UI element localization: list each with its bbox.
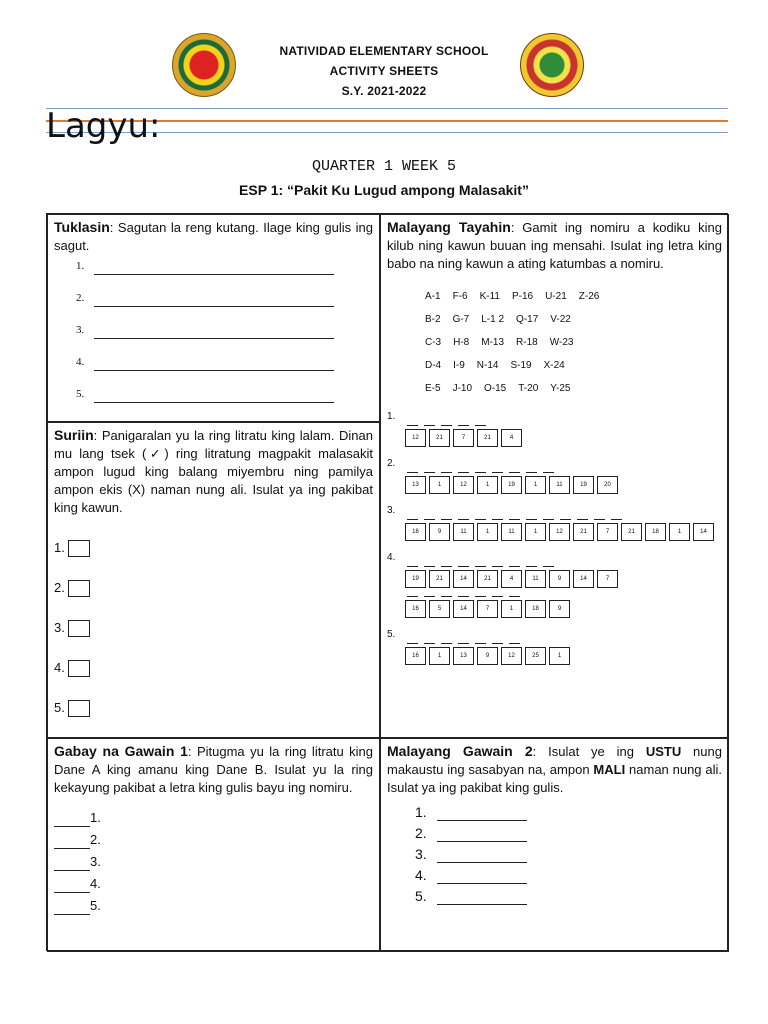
check-item — [54, 539, 373, 557]
match-blank[interactable] — [54, 814, 90, 827]
check-item — [54, 699, 373, 717]
number-box: 12 — [549, 523, 570, 541]
decode-problem — [387, 502, 722, 541]
letter-blank[interactable] — [475, 635, 486, 644]
code-entry: W-23 — [549, 337, 574, 348]
letter-blank[interactable] — [492, 511, 503, 520]
number-box: 19 — [501, 476, 522, 494]
letter-blank[interactable] — [509, 635, 520, 644]
letter-blank[interactable] — [509, 511, 520, 520]
truefalse-blank[interactable] — [437, 892, 527, 905]
suriin-text: : Panigaralan yu la ring litratu king lalam. Dinan mu lang tsek (✓) ring litratung magpakit malasakit ampon lugud king balang miyembru ning pamilya ampon ekis (X) naman nung ali. Isulat ya ing pakibat king kawun. — [54, 428, 373, 515]
truefalse-number: 3. — [415, 846, 427, 862]
gabay-text: : Pitugma yu la ring litratu king Dane A king amanu king Dane B. Isulat yu la ring kekayung pakibat a letra king gulis bayu ing nomiru. — [54, 744, 374, 795]
letter-blank[interactable] — [458, 511, 469, 520]
number-box: 18 — [645, 523, 666, 541]
letter-blank[interactable] — [475, 511, 486, 520]
letter-blank[interactable] — [407, 558, 418, 567]
number-box: 1 — [477, 476, 498, 494]
letter-blank[interactable] — [424, 511, 435, 520]
truefalse-item — [415, 887, 722, 905]
letter-blank[interactable] — [441, 635, 452, 644]
answer-number: 5. — [76, 388, 85, 400]
match-blank[interactable] — [54, 902, 90, 915]
letter-blank[interactable] — [475, 417, 486, 426]
letter-blank[interactable] — [492, 635, 503, 644]
code-entry: C-3 — [425, 337, 442, 348]
letter-blank[interactable] — [424, 588, 435, 597]
check-box[interactable] — [68, 660, 90, 677]
check-box[interactable] — [68, 580, 90, 597]
number-box: 25 — [525, 647, 546, 665]
gawain2-title: Malayang Gawain 2 — [387, 743, 533, 759]
letter-blank[interactable] — [475, 464, 486, 473]
letter-blank[interactable] — [509, 588, 520, 597]
number-box: 1 — [477, 523, 498, 541]
number-box: 7 — [477, 600, 498, 618]
code-row — [425, 331, 722, 354]
code-entry: A-1 — [425, 291, 441, 302]
blank-row — [387, 502, 722, 520]
gawain2-text: nung makaustu ing sasabyan na, ampon — [387, 744, 722, 777]
truefalse-number: 4. — [415, 867, 427, 883]
code-entry: V-22 — [550, 314, 571, 325]
code-entry: O-15 — [484, 383, 507, 394]
letter-blank[interactable] — [441, 588, 452, 597]
code-entry: X-24 — [543, 360, 565, 371]
suriin-section — [47, 422, 380, 738]
code-entry: P-16 — [511, 291, 534, 302]
letter-blanks — [407, 417, 492, 426]
number-box: 1 — [429, 647, 450, 665]
letter-blank[interactable] — [407, 464, 418, 473]
letter-blank[interactable] — [407, 417, 418, 426]
number-boxes — [405, 429, 722, 447]
number-box: 21 — [477, 570, 498, 588]
check-box[interactable] — [68, 620, 90, 637]
number-box: 12 — [501, 647, 522, 665]
answer-number: 3. — [76, 324, 85, 336]
number-box: 16 — [405, 600, 426, 618]
number-box: 14 — [453, 570, 474, 588]
letter-blank[interactable] — [526, 511, 537, 520]
letter-blank[interactable] — [577, 511, 588, 520]
letter-blank[interactable] — [407, 511, 418, 520]
number-box: 14 — [573, 570, 594, 588]
blank-row — [387, 549, 722, 567]
number-box: 21 — [429, 429, 450, 447]
letter-blank[interactable] — [475, 558, 486, 567]
number-box: 5 — [429, 600, 450, 618]
truefalse-item — [415, 824, 722, 842]
match-item — [54, 897, 373, 915]
answer-number: 1. — [76, 260, 85, 272]
code-row — [425, 308, 722, 331]
gawain2-text: : Isulat ye ing — [532, 744, 646, 759]
answer-blank[interactable] — [94, 296, 334, 307]
code-entry: B-2 — [425, 314, 441, 325]
letter-blank[interactable] — [509, 558, 520, 567]
gabay-title: Gabay na Gawain 1 — [54, 743, 188, 759]
letter-blank[interactable] — [441, 464, 452, 473]
match-number: 3. — [90, 854, 101, 869]
code-entry: Z-26 — [578, 291, 600, 302]
problem-number: 2. — [387, 458, 396, 469]
number-boxes — [405, 523, 722, 541]
answer-line — [76, 385, 373, 403]
number-box: 1 — [429, 476, 450, 494]
number-box: 16 — [405, 647, 426, 665]
number-box: 4 — [501, 570, 522, 588]
match-number: 2. — [90, 832, 101, 847]
letter-blank[interactable] — [543, 464, 554, 473]
letter-blank[interactable] — [407, 588, 418, 597]
truefalse-item — [415, 866, 722, 884]
number-boxes — [405, 647, 722, 665]
match-blank[interactable] — [54, 880, 90, 893]
number-box: 21 — [573, 523, 594, 541]
blank-row — [387, 455, 722, 473]
number-boxes — [405, 600, 722, 618]
letter-blanks — [407, 464, 560, 473]
number-box: 16 — [405, 523, 426, 541]
mali-label: MALI — [593, 762, 626, 777]
letter-blanks — [407, 635, 526, 644]
match-blank[interactable] — [54, 836, 90, 849]
letter-blank[interactable] — [424, 417, 435, 426]
number-box: 11 — [453, 523, 474, 541]
truefalse-item — [415, 803, 722, 821]
check-item — [54, 579, 373, 597]
letter-blank[interactable] — [594, 511, 605, 520]
blank-row — [387, 626, 722, 644]
number-box: 4 — [501, 429, 522, 447]
number-box: 21 — [429, 570, 450, 588]
letter-blank[interactable] — [458, 464, 469, 473]
truefalse-item — [415, 845, 722, 863]
sheet-subtitle: ACTIVITY SHEETS — [329, 64, 439, 78]
problem-number: 1. — [387, 411, 396, 422]
number-box: 9 — [477, 647, 498, 665]
tayahin-text: : Gamit ing nomiru a kodiku king kilub ning kawun buuan ing mensahi. Isulat ing letra king babo na ning kawun a ating katumbas a nomiru. — [387, 220, 722, 271]
decode-problem — [387, 549, 722, 618]
letter-blank[interactable] — [458, 635, 469, 644]
letter-blank[interactable] — [458, 417, 469, 426]
number-box: 18 — [525, 600, 546, 618]
code-entry: Y-25 — [550, 383, 571, 394]
letter-blank[interactable] — [441, 511, 452, 520]
letter-blank[interactable] — [441, 417, 452, 426]
problem-number: 4. — [387, 552, 396, 563]
number-box: 13 — [453, 647, 474, 665]
quarter-title: QUARTER 1 WEEK 5 — [311, 158, 457, 175]
decode-problem — [387, 455, 722, 494]
school-year: S.Y. 2021-2022 — [341, 84, 427, 98]
letter-blank[interactable] — [492, 464, 503, 473]
problem-number: 5. — [387, 629, 396, 640]
answer-number: 4. — [76, 356, 85, 368]
answer-line — [76, 353, 373, 371]
letter-blank[interactable] — [475, 588, 486, 597]
letter-blank[interactable] — [424, 635, 435, 644]
answer-blank[interactable] — [94, 264, 334, 275]
tayahin-section — [380, 214, 729, 738]
letter-blank[interactable] — [492, 558, 503, 567]
letter-blank[interactable] — [441, 558, 452, 567]
code-entry: R-18 — [516, 337, 538, 348]
number-box: 7 — [453, 429, 474, 447]
code-entry: L-1 2 — [481, 314, 505, 325]
match-number: 1. — [90, 810, 101, 825]
letter-blank[interactable] — [458, 558, 469, 567]
letter-blank[interactable] — [424, 558, 435, 567]
letter-blank[interactable] — [458, 588, 469, 597]
check-item — [54, 619, 373, 637]
code-entry: N-14 — [476, 360, 499, 371]
problem-number: 3. — [387, 505, 396, 516]
answer-blank[interactable] — [94, 328, 334, 339]
gawain2-section — [380, 738, 729, 952]
letter-blank[interactable] — [407, 635, 418, 644]
number-box: 19 — [405, 570, 426, 588]
truefalse-blank[interactable] — [437, 871, 527, 884]
number-box: 14 — [453, 600, 474, 618]
number-box: 11 — [549, 476, 570, 494]
code-row — [425, 285, 722, 308]
truefalse-number: 1. — [415, 804, 427, 820]
check-box[interactable] — [68, 540, 90, 557]
check-number: 3. — [54, 620, 65, 635]
answer-blank[interactable] — [94, 392, 334, 403]
letter-blank[interactable] — [424, 464, 435, 473]
name-label: Lagyu: — [46, 106, 161, 146]
match-item — [54, 809, 373, 827]
number-box: 7 — [597, 523, 618, 541]
match-number: 5. — [90, 898, 101, 913]
number-box: 12 — [405, 429, 426, 447]
number-boxes — [405, 570, 722, 588]
decode-problem — [387, 408, 722, 447]
number-box: 20 — [597, 476, 618, 494]
code-entry: G-7 — [452, 314, 470, 325]
check-number: 4. — [54, 660, 65, 675]
code-entry: S-19 — [510, 360, 532, 371]
number-boxes — [405, 476, 722, 494]
lesson-title: ESP 1: “Pakit Ku Lugud ampong Malasakit” — [239, 182, 529, 198]
truefalse-number: 2. — [415, 825, 427, 841]
code-entry: F-6 — [452, 291, 468, 302]
number-box: 21 — [621, 523, 642, 541]
answer-line — [76, 289, 373, 307]
number-box: 1 — [669, 523, 690, 541]
ustu-label: USTU — [645, 744, 682, 759]
code-entry: E-5 — [425, 383, 441, 394]
code-row — [425, 354, 722, 377]
gawain2-text: naman nung ali. Isulat ya ing pakibat king gulis. — [387, 762, 723, 795]
code-entry: Q-17 — [516, 314, 539, 325]
number-box: 21 — [477, 429, 498, 447]
truefalse-blank[interactable] — [437, 829, 527, 842]
answer-blank[interactable] — [94, 360, 334, 371]
letter-blank[interactable] — [543, 558, 554, 567]
match-item — [54, 831, 373, 849]
number-box: 9 — [549, 570, 570, 588]
tuklasin-text: : Sagutan la reng kutang. Ilage king gulis ing sagut. — [54, 220, 373, 253]
truefalse-number: 5. — [415, 888, 427, 904]
number-box: 9 — [549, 600, 570, 618]
code-entry: J-10 — [452, 383, 473, 394]
letter-blanks — [407, 588, 526, 597]
letter-blanks — [407, 558, 560, 567]
code-entry: T-20 — [518, 383, 539, 394]
code-entry: D-4 — [425, 360, 442, 371]
answer-line — [76, 257, 373, 275]
suriin-title: Suriin — [54, 427, 94, 443]
number-box: 14 — [693, 523, 714, 541]
match-blank[interactable] — [54, 858, 90, 871]
number-box: 12 — [453, 476, 474, 494]
letter-blank[interactable] — [509, 464, 520, 473]
blank-row — [387, 588, 722, 597]
match-number: 4. — [90, 876, 101, 891]
check-item — [54, 659, 373, 677]
check-number: 5. — [54, 700, 65, 715]
check-box[interactable] — [68, 700, 90, 717]
letter-blanks — [407, 511, 628, 520]
code-entry: M-13 — [481, 337, 505, 348]
truefalse-blank[interactable] — [437, 808, 527, 821]
truefalse-blank[interactable] — [437, 850, 527, 863]
check-number: 2. — [54, 580, 65, 595]
check-number: 1. — [54, 540, 65, 555]
school-name: NATIVIDAD ELEMENTARY SCHOOL — [279, 44, 489, 58]
code-entry: H-8 — [453, 337, 470, 348]
number-box: 1 — [525, 476, 546, 494]
tuklasin-title: Tuklasin — [54, 219, 110, 235]
letter-blank[interactable] — [492, 588, 503, 597]
activity-grid — [46, 213, 728, 951]
number-box: 19 — [573, 476, 594, 494]
match-item — [54, 853, 373, 871]
letter-blank[interactable] — [526, 558, 537, 567]
code-row — [425, 377, 722, 400]
decode-problem — [387, 626, 722, 665]
match-item — [54, 875, 373, 893]
letter-blank[interactable] — [526, 464, 537, 473]
code-entry: I-9 — [453, 360, 465, 371]
number-box: 9 — [429, 523, 450, 541]
number-box: 1 — [549, 647, 570, 665]
tayahin-title: Malayang Tayahin — [387, 219, 511, 235]
code-table — [425, 285, 722, 400]
blank-row — [387, 408, 722, 426]
gabay-section — [47, 738, 380, 952]
letter-blank[interactable] — [560, 511, 571, 520]
code-entry: K-11 — [479, 291, 500, 302]
tuklasin-section — [47, 214, 380, 422]
number-box: 13 — [405, 476, 426, 494]
number-box: 1 — [501, 600, 522, 618]
letter-blank[interactable] — [543, 511, 554, 520]
answer-number: 2. — [76, 292, 85, 304]
number-box: 1 — [525, 523, 546, 541]
code-entry: U-21 — [545, 291, 567, 302]
letter-blank[interactable] — [611, 511, 622, 520]
answer-line — [76, 321, 373, 339]
number-box: 7 — [597, 570, 618, 588]
number-box: 11 — [501, 523, 522, 541]
number-box: 11 — [525, 570, 546, 588]
